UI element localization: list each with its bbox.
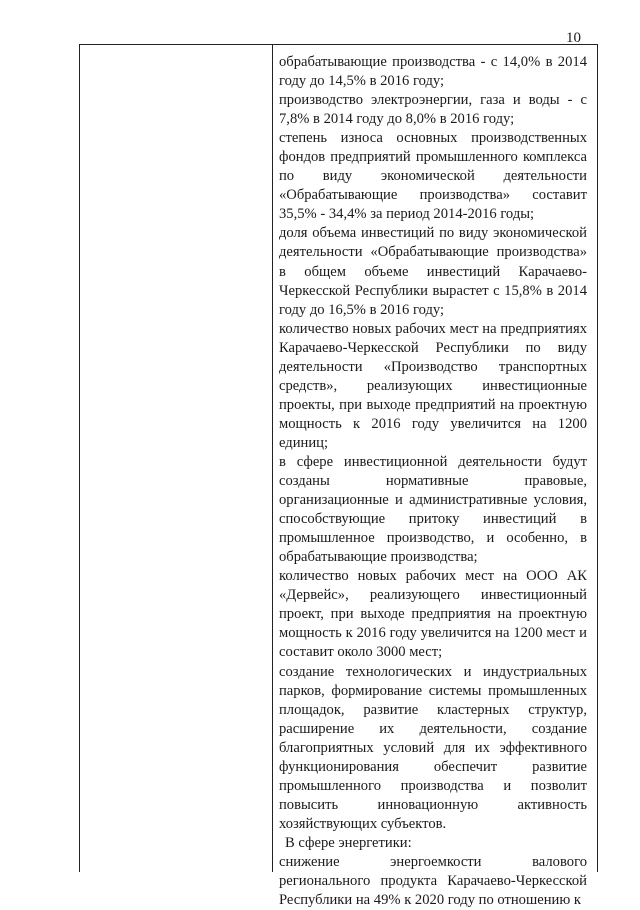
paragraph-investment-conditions: в сфере инвестиционной деятельности будут созданы нормативные правовые, организационные и административные условия, способствующие притоку инвестиций в промышленное производство, и особенно, в обрабатывающие производства; xyxy=(279,453,587,566)
paragraph-industrial-parks: создание технологических и индустриальных парков, формирование системы промышленных площадок, развитие кластерных структур, расширение их деятельности, создание благоприятных условий для их эффективного функционирования обеспечит развитие промышленного производства и позволит повысить инновационную активность хозяйствующих субъектов. xyxy=(279,663,587,832)
paragraph-investment-share: доля объема инвестиций по виду экономической деятельности «Обрабатывающие производства» в общем объеме инвестиций Карачаево-Черкесской Республики вырастет с 15,8% в 2014 году до 16,5% в 2016 году; xyxy=(279,225,587,318)
table-left-cell xyxy=(80,45,273,872)
paragraph-energy-intensity: снижение энергоемкости валового регионального продукта Карачаево-Черкесской Республики на 49% к 2020 году по отношению к xyxy=(279,853,587,909)
document-table xyxy=(79,44,598,909)
paragraph-transport-jobs: количество новых рабочих мест на предприятиях Карачаево-Черкесской Республики по виду деятельности «Производство транспортных средств», реализующих инвестиционные проекты, при выходе предприятий на проектную мощность к 2016 году увеличится на 1200 единиц; xyxy=(279,320,587,451)
paragraph-manufacturing: обрабатывающие производства - с 14,0% в 2014 году до 14,5% в 2016 году; xyxy=(279,54,587,90)
paragraph-energy-heading: В сфере энергетики: xyxy=(285,834,412,851)
page-number: 10 xyxy=(566,30,581,46)
table-right-cell xyxy=(273,45,597,909)
paragraph-derways-jobs: количество новых рабочих мест на ООО АК «Дервейс», реализующего инвестиционный проект, при выходе предприятия на проектную мощность к 2016 году увеличится на 1200 мест и составит около 3000 мест; xyxy=(279,568,587,661)
paragraph-energy-production: производство электроэнергии, газа и воды - с 7,8% в 2014 году до 8,0% в 2016 году; xyxy=(279,92,587,128)
paragraph-asset-wear: степень износа основных производственных фондов предприятий промышленного комплекса по виду экономической деятельности «Обрабатывающие производства» составит 35,5% - 34,4% за период 2014-2016 годы; xyxy=(279,130,587,223)
